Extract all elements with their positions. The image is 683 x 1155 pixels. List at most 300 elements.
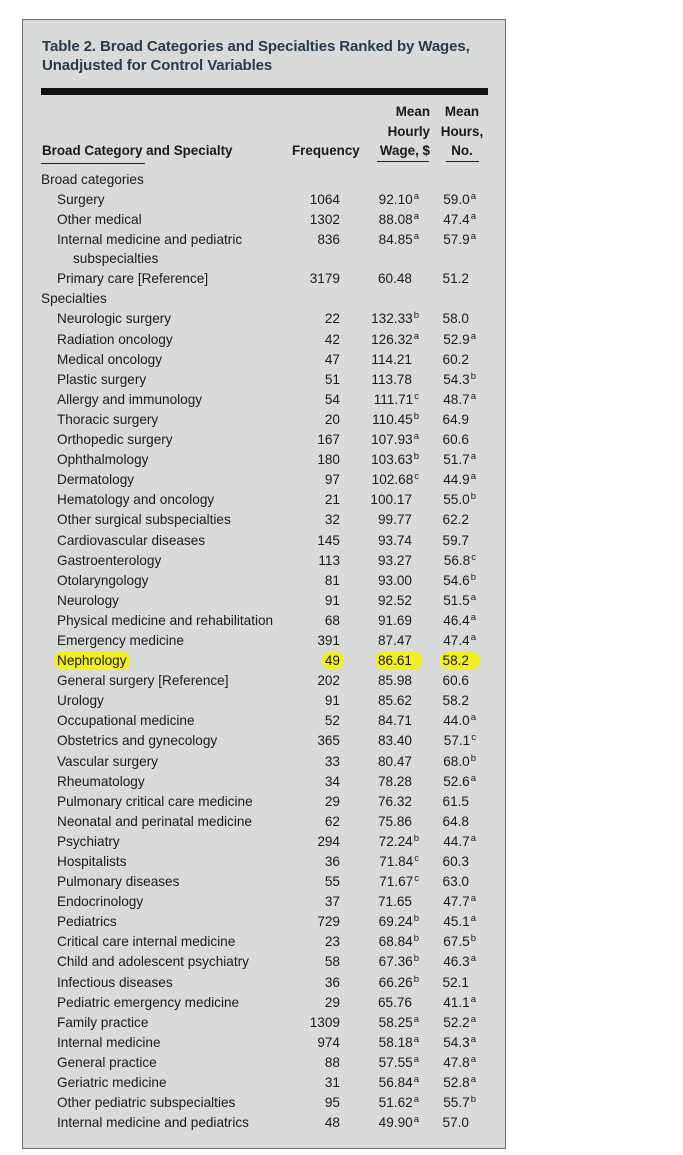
table-row xyxy=(23,470,507,490)
wage-cell-number: 78.28 xyxy=(377,773,412,789)
wage-cell xyxy=(363,772,419,792)
wage-cell-value xyxy=(378,754,419,769)
frequency-cell-value xyxy=(325,492,340,507)
footnote-marker: a xyxy=(413,1033,419,1045)
footnote-marker: a xyxy=(470,231,476,243)
frequency-cell xyxy=(283,691,340,711)
hours-cell-number: 44.9 xyxy=(443,472,470,488)
frequency-cell-number: 91 xyxy=(324,592,340,608)
frequency-cell-value xyxy=(317,232,340,247)
specialty-label xyxy=(57,551,277,570)
specialty-label xyxy=(57,410,277,429)
specialty-label xyxy=(57,872,277,891)
wage-cell-number: 87.47 xyxy=(377,632,412,648)
frequency-cell xyxy=(283,993,340,1013)
frequency-cell xyxy=(283,230,340,250)
wage-cell-number: 102.68 xyxy=(371,472,414,488)
hours-cell-number: 60.6 xyxy=(442,432,469,448)
footnote-marker: a xyxy=(470,191,476,203)
frequency-cell xyxy=(283,832,340,852)
hours-cell xyxy=(428,792,476,812)
frequency-cell xyxy=(283,631,340,651)
footnote-marker: a xyxy=(470,1053,476,1065)
label-text: Ophthalmology xyxy=(57,452,149,468)
label-text: Neurology xyxy=(57,592,119,608)
frequency-cell-number: 23 xyxy=(324,934,340,950)
hours-cell-value xyxy=(443,332,476,347)
wage-cell xyxy=(363,711,419,731)
hours-cell xyxy=(428,1033,476,1055)
wage-cell xyxy=(363,993,419,1013)
wage-cell-number: 68.84 xyxy=(378,934,413,950)
hours-cell-value xyxy=(443,633,476,648)
table-row xyxy=(23,591,507,611)
frequency-cell-number: 3179 xyxy=(309,271,340,287)
hours-cell-number: 57.1 xyxy=(443,733,471,749)
footnote-marker: a xyxy=(470,953,476,965)
frequency-cell-number: 36 xyxy=(324,854,340,869)
frequency-cell xyxy=(283,269,340,289)
specialty-label xyxy=(57,190,277,209)
wage-cell-number: 75.86 xyxy=(377,813,412,829)
footnote-marker: a xyxy=(470,832,476,844)
header-hours xyxy=(436,102,488,161)
wage-cell-value xyxy=(379,914,419,929)
specialty-label xyxy=(57,611,277,630)
hours-cell-value xyxy=(443,954,476,969)
frequency-cell xyxy=(283,510,340,530)
hours-cell-value xyxy=(443,1035,476,1050)
hours-cell-number: 64.9 xyxy=(442,411,469,427)
hours-cell xyxy=(428,611,476,633)
hours-cell-value xyxy=(443,472,476,487)
label-text: Obstetrics and gynecology xyxy=(57,733,218,749)
wage-cell xyxy=(363,1033,419,1055)
frequency-cell-number: 391 xyxy=(317,632,340,648)
header-wage-line3: Wage, $ xyxy=(379,143,430,158)
hours-cell-value xyxy=(443,1095,476,1110)
wage-cell-value xyxy=(378,593,419,608)
wage-cell xyxy=(363,450,419,472)
table-row xyxy=(23,551,507,571)
label-text: Broad categories xyxy=(41,172,144,187)
hours-cell-value xyxy=(443,794,476,809)
hours-cell xyxy=(428,591,476,613)
hours-cell-number: 51.5 xyxy=(443,592,470,608)
label-text: General surgery [Reference] xyxy=(57,673,229,689)
hours-cell-number: 64.8 xyxy=(442,813,469,829)
hours-cell xyxy=(428,450,476,472)
wage-cell-number: 88.08 xyxy=(378,212,413,228)
footnote-marker: b xyxy=(470,370,476,382)
table-row xyxy=(23,571,507,591)
label-text: Internal medicine and pediatric xyxy=(57,232,243,248)
hours-cell xyxy=(428,872,476,892)
hours-cell-value xyxy=(443,452,476,467)
frequency-cell-value xyxy=(325,412,340,427)
wage-cell-number: 93.00 xyxy=(377,572,412,588)
wage-cell xyxy=(363,1013,419,1035)
wage-cell-number: 93.27 xyxy=(377,552,412,568)
footnote-marker: a xyxy=(470,611,476,623)
frequency-cell-value xyxy=(317,533,340,548)
wage-cell xyxy=(363,631,419,651)
header-hours-line3: No. xyxy=(451,143,473,158)
group-header-row xyxy=(23,289,507,309)
footnote-marker: a xyxy=(470,390,476,402)
table-row xyxy=(23,691,507,711)
hours-cell-value xyxy=(440,652,479,669)
specialty-label xyxy=(57,812,277,831)
wage-cell-number: 60.48 xyxy=(377,271,412,287)
footnote-marker: a xyxy=(470,1074,476,1086)
wage-cell-number: 93.74 xyxy=(377,532,412,548)
label-text: Otolaryngology xyxy=(57,572,149,588)
label-text: Pediatric emergency medicine xyxy=(57,994,240,1010)
footnote-marker: a xyxy=(413,330,419,342)
frequency-cell-number: 48 xyxy=(324,1115,340,1131)
label-text: Orthopedic surgery xyxy=(57,432,173,448)
hours-cell xyxy=(428,269,476,289)
frequency-cell xyxy=(283,190,340,210)
wage-cell xyxy=(363,470,419,492)
frequency-cell-value xyxy=(325,613,340,628)
wage-cell-number: 92.52 xyxy=(377,592,412,608)
wage-cell xyxy=(363,230,419,252)
specialty-label xyxy=(57,952,277,971)
frequency-cell xyxy=(283,551,340,571)
wage-cell-value xyxy=(379,1015,419,1030)
wage-cell-value xyxy=(379,232,419,247)
hours-cell-value xyxy=(443,432,476,447)
table-panel xyxy=(22,19,506,1149)
frequency-cell-number: 49 xyxy=(324,653,340,669)
hours-cell-value xyxy=(443,573,476,588)
hours-cell-number: 60.6 xyxy=(442,673,469,689)
hours-cell-number: 60.2 xyxy=(442,351,469,367)
hours-cell xyxy=(428,731,476,753)
wage-cell-value xyxy=(378,814,419,829)
table-row xyxy=(23,1033,507,1053)
wage-cell-number: 76.32 xyxy=(377,793,412,809)
wage-cell-number: 58.25 xyxy=(378,1014,413,1030)
hours-cell xyxy=(428,812,476,832)
hours-cell-number: 59.7 xyxy=(442,532,469,548)
frequency-cell-number: 47 xyxy=(324,351,340,367)
wage-cell-number: 71.65 xyxy=(377,894,412,910)
table-row xyxy=(23,330,507,350)
wage-cell xyxy=(363,551,419,571)
wage-cell-number: 84.85 xyxy=(378,232,413,248)
frequency-cell-value xyxy=(325,874,340,889)
hours-cell-number: 57.9 xyxy=(443,232,470,248)
frequency-cell xyxy=(283,952,340,972)
hours-cell-value xyxy=(443,613,476,628)
label-text: Neurologic surgery xyxy=(57,311,172,327)
hours-cell-number: 41.1 xyxy=(443,994,470,1010)
frequency-cell xyxy=(283,490,340,510)
frequency-cell-value xyxy=(325,774,340,789)
hours-cell xyxy=(428,350,476,370)
label-text: Pediatrics xyxy=(57,914,117,930)
label-text: Thoracic surgery xyxy=(57,411,159,427)
hours-cell xyxy=(428,330,476,352)
frequency-cell-number: 1302 xyxy=(309,212,340,228)
wage-cell-number: 92.10 xyxy=(378,192,413,208)
label-text: Urology xyxy=(57,693,104,709)
wage-cell-number: 113.78 xyxy=(371,371,412,387)
specialty-label xyxy=(57,430,277,449)
frequency-cell xyxy=(283,210,340,230)
wage-cell xyxy=(363,531,419,551)
table-row xyxy=(23,450,507,470)
label-text: Psychiatry xyxy=(57,833,120,849)
footnote-marker: a xyxy=(470,631,476,643)
frequency-cell-number: 54 xyxy=(324,391,340,407)
hours-cell-number: 54.3 xyxy=(443,1034,470,1050)
frequency-cell xyxy=(283,430,340,450)
footnote-marker: a xyxy=(413,431,419,443)
hours-cell xyxy=(428,490,476,512)
wage-cell xyxy=(363,892,419,912)
wage-cell-value xyxy=(371,332,419,347)
specialty-label xyxy=(57,671,277,690)
frequency-cell-number: 95 xyxy=(324,1095,340,1111)
wage-cell-value xyxy=(379,1055,419,1070)
table-row xyxy=(23,872,507,892)
hours-cell-value xyxy=(443,874,476,889)
wage-cell-number: 49.90 xyxy=(378,1115,413,1131)
hours-cell-value xyxy=(443,1075,476,1090)
frequency-cell-value xyxy=(325,693,340,708)
wage-cell xyxy=(363,832,419,854)
frequency-cell-number: 167 xyxy=(317,432,340,448)
frequency-cell-number: 55 xyxy=(324,874,340,890)
frequency-cell-number: 58 xyxy=(324,954,340,970)
wage-cell xyxy=(363,912,419,934)
wage-cell-value xyxy=(371,372,419,387)
footnote-marker: a xyxy=(413,1053,419,1065)
table-row xyxy=(23,309,507,329)
table-row xyxy=(23,832,507,852)
frequency-cell-number: 32 xyxy=(324,512,340,528)
label-text: Other pediatric subspecialties xyxy=(57,1095,236,1111)
frequency-cell-number: 97 xyxy=(324,472,340,488)
wage-cell-value xyxy=(374,392,419,407)
hours-cell xyxy=(428,691,476,711)
hours-cell-value xyxy=(443,212,476,227)
footnote-marker: a xyxy=(470,211,476,223)
frequency-cell xyxy=(283,731,340,751)
hours-cell-value xyxy=(443,975,476,990)
specialty-label xyxy=(57,1013,277,1032)
specialty-label xyxy=(57,531,277,550)
frequency-cell-value xyxy=(325,1075,340,1090)
wage-cell xyxy=(363,752,419,772)
wage-cell xyxy=(363,430,419,452)
label-text: Endocrinology xyxy=(57,894,144,910)
wage-cell xyxy=(363,872,419,894)
label-text: Other medical xyxy=(57,212,142,228)
table-row xyxy=(23,230,507,269)
frequency-cell-number: 365 xyxy=(317,733,340,749)
wage-cell-value xyxy=(379,874,419,889)
table-row xyxy=(23,390,507,410)
table-body xyxy=(23,170,507,1133)
frequency-cell-number: 294 xyxy=(317,833,340,849)
label-text: Geriatric medicine xyxy=(57,1075,167,1091)
frequency-cell-number: 52 xyxy=(324,713,340,729)
hours-cell xyxy=(428,892,476,914)
wage-cell-number: 85.62 xyxy=(377,693,412,709)
hours-cell xyxy=(428,1013,476,1035)
hours-cell-value xyxy=(443,854,476,869)
hours-cell xyxy=(428,531,476,551)
frequency-cell xyxy=(283,892,340,912)
frequency-cell-value xyxy=(310,271,340,286)
label-text: Pulmonary diseases xyxy=(57,874,180,890)
hours-cell-number: 58.2 xyxy=(442,653,469,669)
hours-cell-number: 57.0 xyxy=(442,1115,469,1131)
label-text: Critical care internal medicine xyxy=(57,934,236,950)
specialty-label xyxy=(57,571,277,590)
hours-cell xyxy=(428,210,476,232)
table-header xyxy=(23,102,507,162)
frequency-cell xyxy=(283,1033,340,1053)
frequency-cell xyxy=(283,792,340,812)
wage-cell xyxy=(363,731,419,751)
hours-cell xyxy=(428,1093,476,1115)
label-text: Internal medicine xyxy=(57,1034,161,1050)
hours-cell-value xyxy=(443,271,476,286)
frequency-cell-number: 31 xyxy=(324,1075,340,1091)
footnote-marker: c xyxy=(414,873,419,885)
hours-cell-number: 55.0 xyxy=(443,492,470,508)
specialty-label xyxy=(57,1073,277,1092)
frequency-cell-number: 1064 xyxy=(309,192,340,208)
frequency-cell-number: 113 xyxy=(318,552,340,568)
frequency-cell-value xyxy=(325,332,340,347)
wage-cell-number: 71.67 xyxy=(379,874,414,890)
footnote-marker: b xyxy=(413,953,419,965)
frequency-cell-number: 81 xyxy=(324,572,340,588)
footnote-marker: a xyxy=(413,231,419,243)
label-text: Pulmonary critical care medicine xyxy=(57,793,253,809)
specialty-label xyxy=(57,470,277,489)
frequency-cell xyxy=(283,571,340,591)
table-row xyxy=(23,531,507,551)
wage-cell-value xyxy=(372,472,419,487)
frequency-cell-value xyxy=(325,472,340,487)
wage-cell xyxy=(363,591,419,611)
wage-cell-number: 84.71 xyxy=(377,713,412,729)
wage-cell-value xyxy=(378,673,419,688)
hours-cell-number: 54.6 xyxy=(443,572,470,588)
specialty-label xyxy=(57,711,277,730)
table-row xyxy=(23,973,507,993)
footnote-marker: a xyxy=(470,712,476,724)
footnote-marker: b xyxy=(470,752,476,764)
hours-cell-value xyxy=(443,392,476,407)
hours-cell-value xyxy=(443,492,476,507)
hours-cell-number: 52.8 xyxy=(443,1075,470,1091)
hours-cell xyxy=(428,309,476,329)
hours-cell-value xyxy=(443,372,476,387)
frequency-cell-value xyxy=(310,212,340,227)
frequency-cell-number: 20 xyxy=(324,411,340,427)
hours-cell-value xyxy=(443,1055,476,1070)
label-text: Dermatology xyxy=(57,472,135,488)
table-row xyxy=(23,190,507,210)
wage-cell xyxy=(363,330,419,352)
wage-cell-number: 91.69 xyxy=(377,612,412,628)
frequency-cell xyxy=(283,1113,340,1133)
label-text: Medical oncology xyxy=(57,351,163,367)
hours-cell-value xyxy=(443,713,476,728)
frequency-cell xyxy=(283,450,340,470)
wage-cell-value xyxy=(378,613,419,628)
frequency-cell xyxy=(283,1093,340,1113)
hours-cell-value xyxy=(443,311,476,326)
specialty-label xyxy=(57,832,277,851)
frequency-cell-value xyxy=(325,593,340,608)
hours-cell xyxy=(428,571,476,593)
table-row xyxy=(23,1053,507,1073)
hours-cell-value xyxy=(443,533,476,548)
table-row xyxy=(23,370,507,390)
hours-cell-number: 47.4 xyxy=(443,212,470,228)
footnote-marker: b xyxy=(413,451,419,463)
footnote-marker: a xyxy=(470,471,476,483)
frequency-cell-value xyxy=(325,934,340,949)
footnote-marker: c xyxy=(414,471,419,483)
hours-cell xyxy=(428,952,476,974)
hours-cell-number: 46.3 xyxy=(443,954,470,970)
label-text: Hematology and oncology xyxy=(57,492,215,508)
hours-cell-value xyxy=(443,1115,476,1130)
hours-cell-number: 52.6 xyxy=(443,773,470,789)
footnote-marker: a xyxy=(413,1094,419,1106)
wage-cell-number: 99.77 xyxy=(377,512,412,528)
wage-cell-number: 58.18 xyxy=(378,1034,413,1050)
specialty-label xyxy=(57,490,277,509)
specialty-label xyxy=(57,1113,277,1132)
specialty-label xyxy=(57,852,277,871)
frequency-cell xyxy=(283,932,340,952)
wage-cell xyxy=(363,973,419,995)
specialty-label xyxy=(57,1053,277,1072)
wage-cell-value xyxy=(379,954,419,969)
wage-cell-value xyxy=(378,573,419,588)
hours-cell-number: 60.3 xyxy=(442,854,469,869)
hours-cell-value xyxy=(443,894,476,909)
label-text: Hospitalists xyxy=(57,854,127,869)
wage-cell-number: 86.61 xyxy=(377,653,412,669)
frequency-cell-number: 42 xyxy=(324,331,340,347)
hours-cell-number: 61.5 xyxy=(442,793,469,809)
hours-cell xyxy=(428,932,476,954)
hours-cell-value xyxy=(443,995,476,1010)
header-category: Broad Category and Specialty xyxy=(42,143,233,158)
footnote-marker: a xyxy=(470,993,476,1005)
hours-cell-value xyxy=(443,693,476,708)
specialty-label xyxy=(57,1093,277,1112)
label-text: Surgery xyxy=(57,192,105,208)
frequency-cell-value xyxy=(325,713,340,728)
group-label xyxy=(41,289,261,308)
wage-cell xyxy=(363,410,419,432)
frequency-cell-number: 62 xyxy=(324,813,340,829)
